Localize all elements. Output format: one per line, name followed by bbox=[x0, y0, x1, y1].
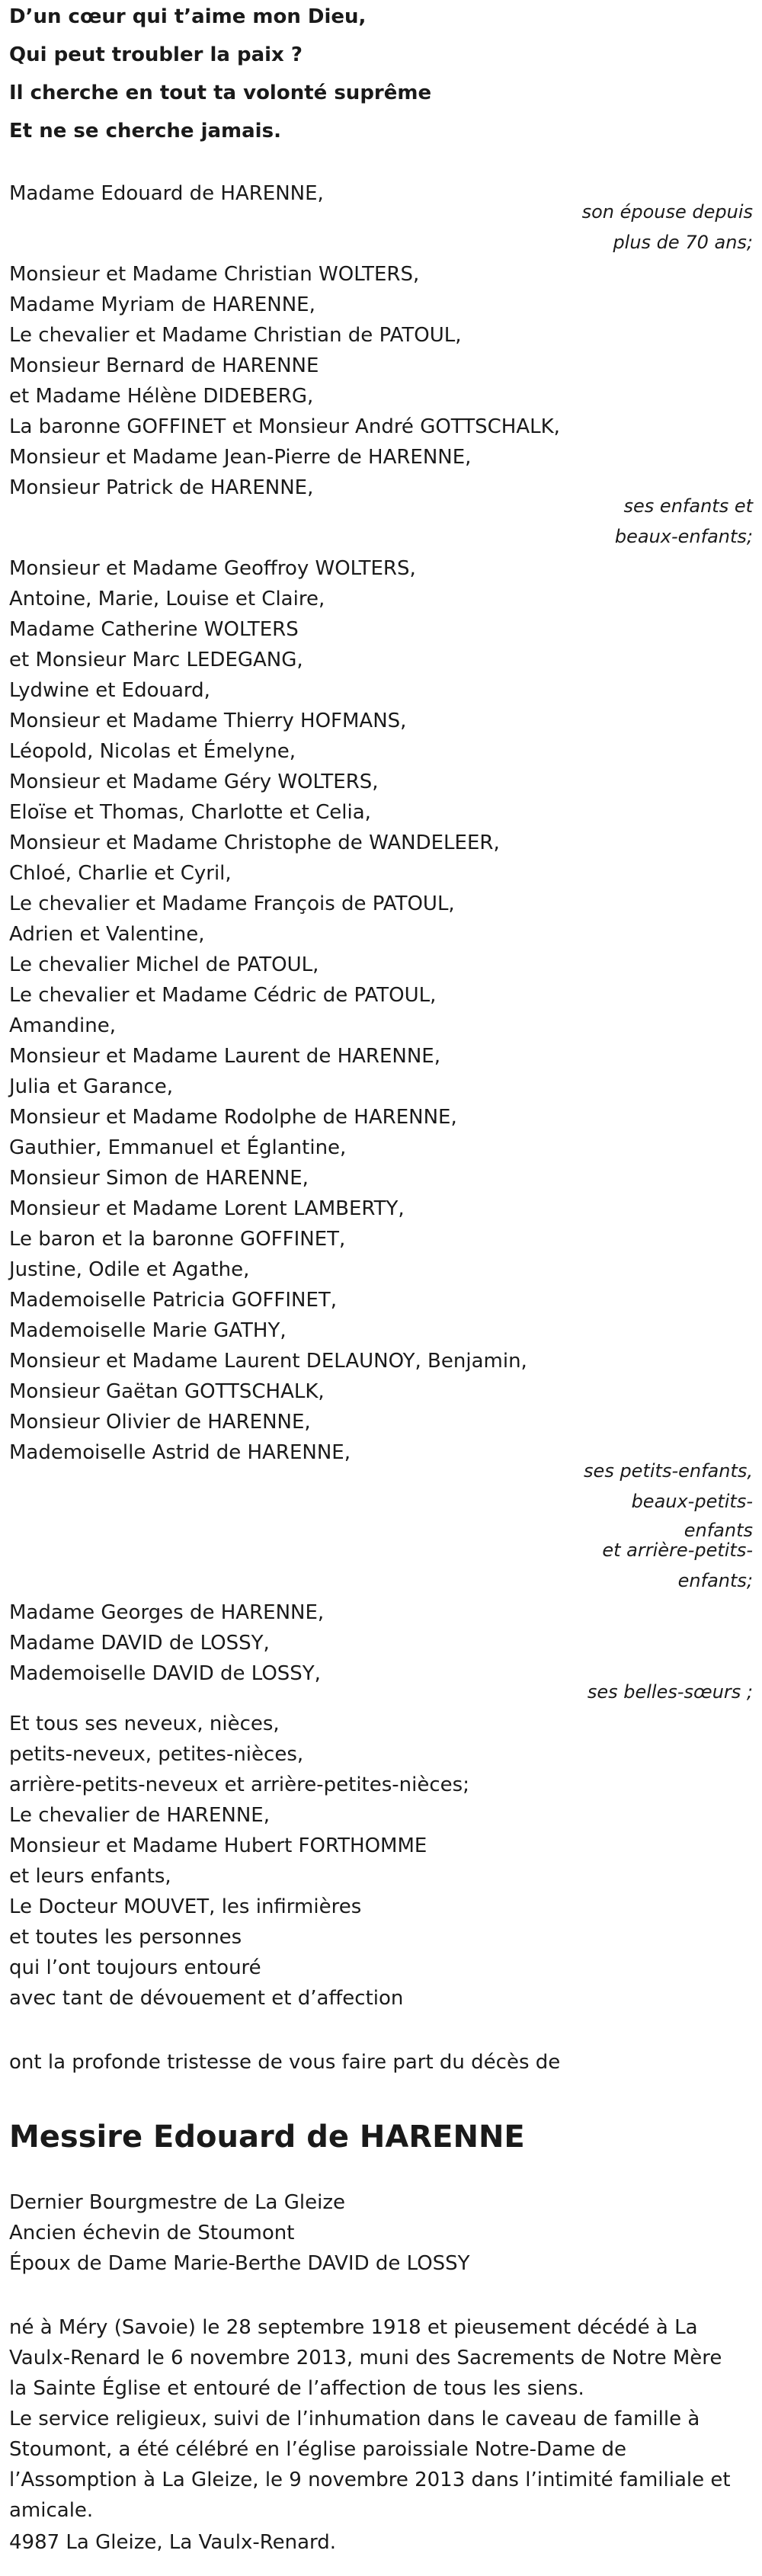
grandchildren-relation: beaux-petits- bbox=[631, 1491, 753, 1512]
family-member: Lydwine et Edouard, bbox=[9, 679, 210, 702]
family-member: et toutes les personnes bbox=[9, 1926, 242, 1949]
deceased-title: Époux de Dame Marie-Berthe DAVID de LOSSY bbox=[9, 2252, 470, 2275]
family-member: Monsieur et Madame Geoffroy WOLTERS, bbox=[9, 557, 416, 580]
family-member: et Monsieur Marc LEDEGANG, bbox=[9, 649, 303, 671]
family-member: Monsieur et Madame Rodolphe de HARENNE, bbox=[9, 1106, 457, 1129]
family-member: Et tous ses neveux, nièces, bbox=[9, 1713, 280, 1735]
poem-line: Et ne se cherche jamais. bbox=[9, 120, 281, 143]
family-member: Madame Catherine WOLTERS bbox=[9, 618, 299, 641]
family-member: Monsieur et Madame Géry WOLTERS, bbox=[9, 771, 379, 793]
family-member: Monsieur et Madame Christophe de WANDELEER, bbox=[9, 831, 500, 854]
family-member: Monsieur Bernard de HARENNE bbox=[9, 354, 319, 377]
family-member: Le Docteur MOUVET, les infirmières bbox=[9, 1895, 362, 1918]
family-member: Mademoiselle Astrid de HARENNE, bbox=[9, 1441, 351, 1464]
family-member: Mademoiselle DAVID de LOSSY, bbox=[9, 1662, 321, 1685]
family-member: Amandine, bbox=[9, 1014, 116, 1037]
grandchildren-relation: et arrière-petits- bbox=[602, 1540, 753, 1561]
family-member: petits-neveux, petites-nièces, bbox=[9, 1743, 304, 1766]
family-member: Le chevalier et Madame Cédric de PATOUL, bbox=[9, 984, 437, 1007]
family-member: Justine, Odile et Agathe, bbox=[9, 1258, 250, 1281]
children-relation: ses enfants et bbox=[623, 495, 753, 517]
family-member: Adrien et Valentine, bbox=[9, 923, 205, 946]
family-member: Monsieur Simon de HARENNE, bbox=[9, 1167, 309, 1190]
family-member: qui l’ont toujours entouré bbox=[9, 1956, 261, 1979]
family-member: Le chevalier de HARENNE, bbox=[9, 1804, 270, 1827]
family-member: Madame Georges de HARENNE, bbox=[9, 1601, 325, 1624]
family-member: avec tant de dévouement et d’affection bbox=[9, 1987, 404, 2010]
family-member: Monsieur et Madame Christian WOLTERS, bbox=[9, 263, 420, 286]
grandchildren-relation: ses petits-enfants, bbox=[584, 1460, 753, 1482]
family-member: Monsieur et Madame Jean-Pierre de HARENNE, bbox=[9, 446, 472, 469]
family-member: Madame DAVID de LOSSY, bbox=[9, 1632, 270, 1655]
family-member: Monsieur et Madame Lorent LAMBERTY, bbox=[9, 1197, 405, 1220]
poem-line: Il cherche en tout ta volonté suprême bbox=[9, 82, 432, 104]
family-member: Monsieur Gaëtan GOTTSCHALK, bbox=[9, 1380, 325, 1403]
family-member: Monsieur et Madame Laurent DELAUNOY, Benjamin, bbox=[9, 1350, 527, 1373]
family-member: Monsieur Patrick de HARENNE, bbox=[9, 476, 314, 499]
family-member: Mademoiselle Patricia GOFFINET, bbox=[9, 1289, 338, 1312]
announcement: ont la profonde tristesse de vous faire part du décès de bbox=[9, 2051, 561, 2074]
family-member: Léopold, Nicolas et Émelyne, bbox=[9, 740, 296, 763]
family-member: Mademoiselle Marie GATHY, bbox=[9, 1319, 287, 1342]
poem-line: D’un cœur qui t’aime mon Dieu, bbox=[9, 5, 367, 28]
birth-death-paragraph: né à Méry (Savoie) le 28 septembre 1918 et pieusement décédé à La Vaulx-Renard le 6 novembre 2013, muni des Sacrements de Notre Mère la Sainte Église et entouré de l’affection de tous les siens. bbox=[9, 2316, 722, 2400]
family-member: Le chevalier et Madame Christian de PATOUL, bbox=[9, 324, 462, 347]
family-member: et Madame Hélène DIDEBERG, bbox=[9, 385, 314, 408]
family-member: Le chevalier et Madame François de PATOUL, bbox=[9, 892, 455, 915]
poem-line: Qui peut troubler la paix ? bbox=[9, 43, 303, 66]
spouse-relation: plus de 70 ans; bbox=[613, 232, 753, 253]
family-member: Madame Myriam de HARENNE, bbox=[9, 293, 315, 316]
family-member: Julia et Garance, bbox=[9, 1075, 173, 1098]
sisters-in-law-relation: ses belles-sœurs ; bbox=[587, 1681, 753, 1703]
family-member: La baronne GOFFINET et Monsieur André GOTTSCHALK, bbox=[9, 415, 560, 438]
children-relation: beaux-enfants; bbox=[614, 526, 753, 547]
deceased-name: Messire Edouard de HARENNE bbox=[9, 2119, 525, 2155]
deceased-title: Dernier Bourgmestre de La Gleize bbox=[9, 2191, 345, 2214]
family-member: Le baron et la baronne GOFFINET, bbox=[9, 1228, 346, 1251]
grandchildren-relation: enfants; bbox=[677, 1570, 753, 1591]
deceased-title: Ancien échevin de Stoumont bbox=[9, 2222, 295, 2244]
grandchildren-relation: enfants bbox=[684, 1520, 753, 1541]
family-member: Antoine, Marie, Louise et Claire, bbox=[9, 588, 325, 610]
spouse-relation: son épouse depuis bbox=[581, 201, 753, 223]
family-member: et leurs enfants, bbox=[9, 1865, 171, 1888]
family-member: Monsieur et Madame Hubert FORTHOMME bbox=[9, 1834, 427, 1857]
family-member: arrière-petits-neveux et arrière-petites-nièces; bbox=[9, 1773, 469, 1796]
family-member: Monsieur et Madame Laurent de HARENNE, bbox=[9, 1045, 440, 1068]
family-member: Monsieur et Madame Thierry HOFMANS, bbox=[9, 710, 407, 732]
family-member: Chloé, Charlie et Cyril, bbox=[9, 862, 232, 885]
family-member: Le chevalier Michel de PATOUL, bbox=[9, 953, 319, 976]
family-member: Gauthier, Emmanuel et Églantine, bbox=[9, 1136, 347, 1159]
address: 4987 La Gleize, La Vaulx-Renard. bbox=[9, 2531, 337, 2554]
family-member: Monsieur Olivier de HARENNE, bbox=[9, 1411, 311, 1434]
spouse-name: Madame Edouard de HARENNE, bbox=[9, 182, 324, 205]
funeral-paragraph: Le service religieux, suivi de l’inhumation dans le caveau de famille à Stoumont, a été célébré en l’église paroissiale Notre-Dame de l’Assomption à La Gleize, le 9 novembre 2013 dans l’intimité familiale et amicale. bbox=[9, 2408, 731, 2522]
family-member: Eloïse et Thomas, Charlotte et Celia, bbox=[9, 801, 371, 824]
